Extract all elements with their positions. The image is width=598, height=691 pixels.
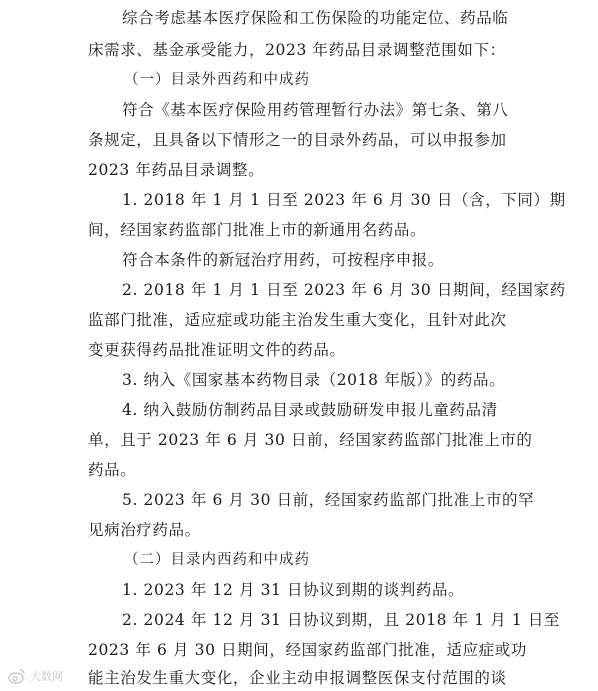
watermark-text: 大数网: [30, 670, 63, 683]
list-item-line: 1. 2023 年 12 月 31 日协议到期的谈判药品。: [122, 581, 465, 599]
list-item-line: 5. 2023 年 6 月 30 日前，经国家药监部门批准上市的罕: [122, 491, 535, 509]
paragraph-line: 符合本条件的新冠治疗用药，可按程序申报。: [122, 251, 445, 269]
list-item-line: 2. 2024 年 12 月 31 日协议到期，且 2018 年 1 月 1 日至: [122, 611, 561, 629]
list-item-line: 2. 2018 年 1 月 1 日至 2023 年 6 月 30 日期间，经国家药: [122, 281, 566, 299]
paragraph-line: 床需求、基金承受能力，2023 年药品目录调整范围如下：: [88, 41, 506, 59]
paragraph-line: 条规定，且具备以下情形之一的目录外药品，可以申报参加: [88, 131, 507, 149]
watermark: [8, 668, 63, 684]
paragraph-line: 单，且于 2023 年 6 月 30 日前，经国家药监部门批准上市的: [88, 431, 533, 449]
paragraph-line: 变更获得药品批准证明文件的药品。: [88, 341, 346, 359]
paragraph-line: 药品。: [88, 461, 137, 479]
section-heading-2: （二）目录内西药和中成药: [124, 552, 310, 568]
list-item-line: 4. 纳入鼓励仿制药品目录或鼓励研发申报儿童药品清: [122, 401, 498, 419]
list-item-line: 1. 2018 年 1 月 1 日至 2023 年 6 月 30 日（含，下同）期: [122, 191, 566, 209]
paragraph-line: 监部门批准，适应症或功能主治发生重大变化，且针对此次: [88, 311, 507, 329]
paragraph-line: 2023 年 6 月 30 日期间，经国家药监部门批准，适应症或功: [88, 641, 527, 659]
list-item-line: 3. 纳入《国家基本药物目录（2018 年版）》的药品。: [122, 371, 506, 389]
paragraph-line: 2023 年药品目录调整。: [88, 161, 265, 179]
paragraph-line: 见病治疗药品。: [88, 521, 201, 539]
section-heading-1: （一）目录外西药和中成药: [124, 72, 310, 88]
paragraph-line: 间，经国家药监部门批准上市的新通用名药品。: [88, 221, 427, 239]
paragraph-line: 能主治发生重大变化，企业主动申报调整医保支付范围的谈: [88, 669, 507, 687]
paragraph-line: 综合考虑基本医疗保险和工伤保险的功能定位、药品临: [122, 9, 509, 27]
weibo-logo-icon: [8, 668, 26, 684]
paragraph-line: 符合《基本医疗保险用药管理暂行办法》第七条、第八: [122, 101, 509, 119]
